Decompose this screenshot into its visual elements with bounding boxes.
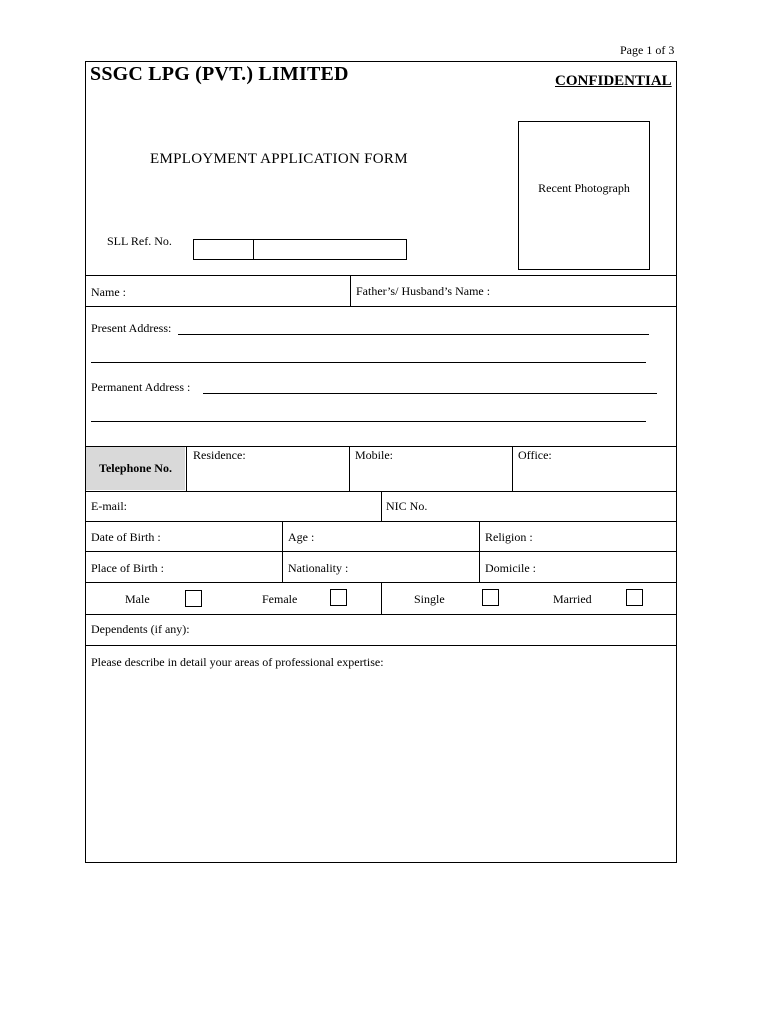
- dob-label: Date of Birth :: [91, 530, 161, 544]
- present-address-label: Present Address:: [91, 321, 172, 335]
- cell-divider: [282, 521, 283, 582]
- row-divider: [85, 275, 677, 276]
- confidential-label: CONFIDENTIAL: [555, 73, 672, 89]
- permanent-address-line[interactable]: [203, 393, 657, 394]
- nationality-label: Nationality :: [288, 561, 349, 575]
- permanent-address-line-2[interactable]: [91, 421, 646, 422]
- cell-divider: [350, 275, 351, 306]
- single-label: Single: [414, 592, 445, 606]
- company-name: SSGC LPG (PVT.) LIMITED: [90, 63, 349, 85]
- present-address-line-2[interactable]: [91, 362, 646, 363]
- name-label: Name :: [91, 285, 126, 299]
- form-title: EMPLOYMENT APPLICATION FORM: [150, 151, 408, 167]
- email-label: E-mail:: [91, 499, 127, 513]
- ref-number-field-prefix[interactable]: [193, 239, 254, 260]
- residence-label: Residence:: [193, 448, 246, 462]
- father-husband-name-label: Father’s/ Husband’s Name :: [356, 284, 491, 298]
- cell-divider: [349, 446, 350, 491]
- single-checkbox[interactable]: [482, 589, 499, 606]
- expertise-field[interactable]: [86, 672, 676, 862]
- ref-number-field[interactable]: [253, 239, 407, 260]
- married-label: Married: [553, 592, 592, 606]
- male-label: Male: [125, 592, 150, 606]
- male-checkbox[interactable]: [185, 590, 202, 607]
- nic-label: NIC No.: [386, 499, 428, 513]
- present-address-line[interactable]: [178, 334, 649, 335]
- female-checkbox[interactable]: [330, 589, 347, 606]
- permanent-address-label: Permanent Address :: [91, 380, 191, 394]
- married-checkbox[interactable]: [626, 589, 643, 606]
- row-divider: [85, 306, 677, 307]
- cell-divider: [186, 446, 187, 491]
- row-divider: [85, 614, 677, 615]
- office-label: Office:: [518, 448, 552, 462]
- ref-number-label: SLL Ref. No.: [107, 234, 172, 248]
- expertise-label: Please describe in detail your areas of professional expertise:: [91, 655, 384, 669]
- place-of-birth-label: Place of Birth :: [91, 561, 164, 575]
- cell-divider: [479, 521, 480, 582]
- cell-divider: [381, 582, 382, 614]
- religion-label: Religion :: [485, 530, 533, 544]
- row-divider: [85, 551, 677, 552]
- age-label: Age :: [288, 530, 315, 544]
- telephone-label: Telephone No.: [99, 461, 172, 475]
- cell-divider: [381, 491, 382, 521]
- row-divider: [85, 645, 677, 646]
- female-label: Female: [262, 592, 298, 606]
- cell-divider: [512, 446, 513, 491]
- row-divider: [85, 521, 677, 522]
- page-number: Page 1 of 3: [620, 43, 675, 57]
- dependents-label: Dependents (if any):: [91, 622, 190, 636]
- photo-label: Recent Photograph: [538, 181, 630, 195]
- mobile-label: Mobile:: [355, 448, 393, 462]
- domicile-label: Domicile :: [485, 561, 536, 575]
